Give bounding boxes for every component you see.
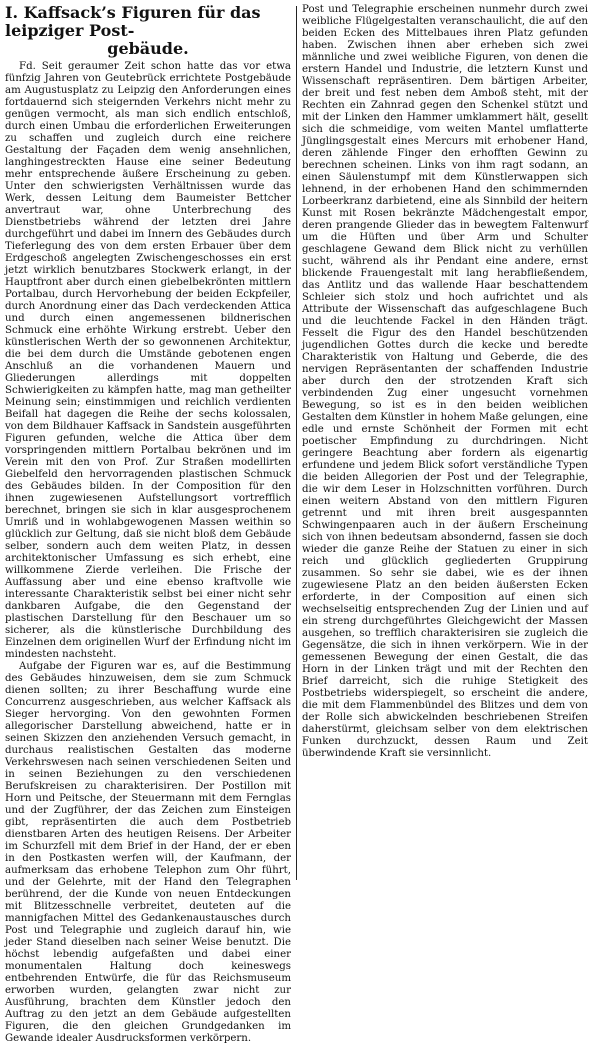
right-column	[297, 4, 588, 882]
article-title-line2: gebäude.	[107, 39, 189, 58]
article-columns	[5, 3, 595, 1044]
article-title-line1: I. Kaffsack’s Figuren für das leipziger Post-	[5, 3, 261, 40]
paragraph-task: Aufgabe der Figuren war es, auf die Bestimmung des Gebäudes hinzuweisen, dem sie zum Schmuck dienen sollten; zu ihrer Beschaffung wurde eine Concurrenz ausgeschrieben, aus welcher Kaffsack als Sieger hervorging. Von den gewohnten Formen allegorischer Darstellung abweichend, hatte er in seinen Skizzen den anziehenden Versuch gemacht, in durchaus realistischen Gestalten das moderne Verkehrswesen nach seinen verschiedenen Seiten und in seinen Beziehungen zu den verschiedenen Berufskreisen zu charakterisiren. Der Postillon mit Horn und Peitsche, der Steuermann mit dem Fernglas und der Zugführer, der das Zeichen zum Einsteigen gibt, repräsentirten die auch dem Postbetrieb dienstbaren Arten des heutigen Reisens. Der Arbeiter im Schurzfell mit dem Brief in der Hand, der er eben in den Postkasten werfen will, der Kaufmann, der aufmerksam das erhobene Telephon zum Ohr führt, und der Gelehrte, mit der Hand den Telegraphen berührend, der die Kunde von neuen Entdeckungen mit Blitzesschnelle verbreitet, deuteten auf die mannigfachen Mittel des Gedankenaustausches durch Post und Telegraphie und zugleich darauf hin, wie jeder Stand dieselben nach seiner Weise benutzt. Die höchst lebendig aufgefaßten und dabei einer monumentalen Haltung doch keineswegs entbehrenden Entwürfe, die für das Reichsmuseum erworben wurden, gelangten zwar nicht zur Ausführung, brachten dem Künstler jedoch den Auftrag zu den jetzt an dem Gebäude aufgestellten Figuren, die den gleichen Grundgedanken im Gewande idealer Ausdrucksformen verkörpern.	[5, 661, 291, 1044]
article-title	[5, 4, 291, 58]
left-column	[5, 3, 296, 1044]
paragraph-intro: Fd. Seit geraumer Zeit schon hatte das vor etwa fünfzig Jahren von Geutebrück errichtete Postgebäude am Augustusplatz zu Leipzig den Anforderungen eines fortdauernd sich steigernden Verkehrs nicht mehr zu genügen vermocht, als man sich endlich entschloß, durch einen Umbau die erforderlichen Erweiterungen zu schaffen und zugleich durch eine reichere Gestaltung der Façaden dem wenig ansehnlichen, langhingestreckten Hause eine seiner Bedeutung mehr entsprechende äußere Erscheinung zu geben. Unter den schwierigsten Verhältnissen wurde das Werk, dessen Leitung dem Baumeister Bettcher anvertraut war, ohne Unterbrechung des Dienstbetriebs während der letzten drei Jahre durchgeführt und dabei im Innern des Gebäudes durch Tieferlegung des von dem ersten Erbauer über dem Erdgeschoß angelegten Zwischengeschosses ein erst jetzt wirklich benutzbares Stockwerk erlangt, in der Hauptfront aber durch einen giebelbekrönten mittlern Portalbau, durch Hervorhebung der beiden Eckpfeiler, durch Anordnung einer das Dach verdeckenden Attica und durch einen angemessenen bildnerischen Schmuck eine erhöhte Wirkung erstrebt. Ueber den künstlerischen Werth der so gewonnenen Architektur, die bei dem durch die Umstände gebotenen engen Anschluß an die vorhandenen Mauern und Gliederungen allerdings mit doppelten Schwierigkeiten zu kämpfen hatte, mag man getheilter Meinung sein; einstimmigen und reichlich verdienten Beifall hat dagegen die Reihe der sechs kolossalen, von dem Bildhauer Kaffsack in Sandstein ausgeführten Figuren gefunden, welche die Attica über dem vorspringenden mittlern Portalbau bekrönen und im Verein mit den von Prof. Zur Straßen modellirten Giebelfeld den hervorragenden plastischen Schmuck des Gebäudes bilden. In der Composition für den ihnen zugewiesenen Aufstellungsort vortrefflich berechnet, bringen sie sich in klar ausgesprochenem Umriß und in wohlabgewogenen Massen weithin so glücklich zur Geltung, daß sie nicht bloß dem Gebäude selber, sondern auch dem weiten Platz, in dessen architektonischer Umfassung es sich erhebt, eine willkommene Zierde verleihen. Die Frische der Auffassung aber und eine ebenso kraftvolle wie interessante Charakteristik selbst bei einer nicht sehr dankbaren Aufgabe, die den Gegenstand der plastischen Darstellung für den Beschauer um so sicherer, als die künstlerische Durchbildung des Einzelnen dem originellen Wurf der Erfindung nicht im mindesten nachsteht.	[5, 61, 291, 660]
paragraph-figures: Post und Telegraphie erscheinen nunmehr durch zwei weibliche Flügelgestalten veranschaulicht, die auf den beiden Ecken des Mittelbaues ihren Platz gefunden haben. Zwischen ihnen aber erheben sich zwei männliche und zwei weibliche Figuren, von denen die erstern Handel und Industrie, die letztern Kunst und Wissenschaft repräsentiren. Dem bärtigen Arbeiter, der breit und fest neben dem Amboß steht, mit der Rechten ein Zahnrad gegen den Schenkel stützt und mit der Linken den Hammer umklammert hält, gesellt sich die schmeidige, vom weiten Mantel umflatterte Jünglingsgestalt eines Mercurs mit erhobener Hand, deren zählende Finger den erhofften Gewinn zu berechnen scheinen. Links von ihm ragt sodann, an einen Säulenstumpf mit dem Künstlerwappen sich lehnend, in der erhobenen Hand den schimmernden Lorbeerkranz darbietend, eine als Sinnbild der heitern Kunst mit Rosen bekränzte Mädchengestalt empor, deren prangende Glieder das in bewegtem Faltenwurf um die Hüften und über Arm und Schulter geschlagene Gewand dem Blick nicht zu verhüllen sucht, während als ihr Pendant eine andere, ernst blickende Frauengestalt mit lang herabfließendem, das Antlitz und das wallende Haar beschattendem Schleier sich stolz und hoch aufrichtet und als Attribute der Wissenschaft das aufgeschlagene Buch und die leuchtende Fackel in den Händen trägt. Fesselt die Figur des den Handel beschützenden jugendlichen Gottes durch die kecke und beredte Charakteristik von Haltung und Geberde, die des nervigen Repräsentanten der schaffenden Industrie aber durch den der strotzenden Kraft sich verbindenden Zug einer ungesucht vornehmen Bewegung, so ist es in den beiden weiblichen Gestalten dem Künstler in hohem Maße gelungen, eine edle und ernste Schönheit der Formen mit echt poetischer Empfindung zu durchdringen. Nicht geringere Beachtung aber fordern als eigenartig erfundene und jedem Blick sofort verständliche Typen die beiden Allegorien der Post und der Telegraphie, die wir dem Leser in Holzschnitten vorführen. Durch einen weitern Abstand von den mittlern Figuren getrennt und mit ihren breit ausgespannten Schwingenpaaren auch in der äußern Erscheinung sich von ihnen bedeutsam absondernd, fassen sie doch wieder die ganze Reihe der Statuen zu einer in sich reich und glücklich gegliederten Gruppirung zusammen. So sehr sie dabei, wie es der ihnen zugewiesene Platz an den beiden äußersten Ecken erforderte, in der Composition auf einen sich wechselseitig entsprechenden Zug der Linien und auf ein streng durchgeführtes Gleichgewicht der Massen ausgehen, so trefflich charakterisiren sie zugleich die Gegensätze, die sich in ihnen verkörpern. Wie in der gemessenen Bewegung der einen Gestalt, die das Horn in der Linken trägt und mit der Rechten den Brief darreicht, sich die ruhige Stetigkeit des Postbetriebs widerspiegelt, so erscheint die andere, die mit dem Flammenbündel des Blitzes und dem von der Rolle sich abwickelnden beschriebenen Streifen daherstürmt, gleichsam selber von dem elektrischen Funken durchzuckt, dessen Raum und Zeit überwindende Kraft sie versinnlicht.	[302, 4, 588, 759]
